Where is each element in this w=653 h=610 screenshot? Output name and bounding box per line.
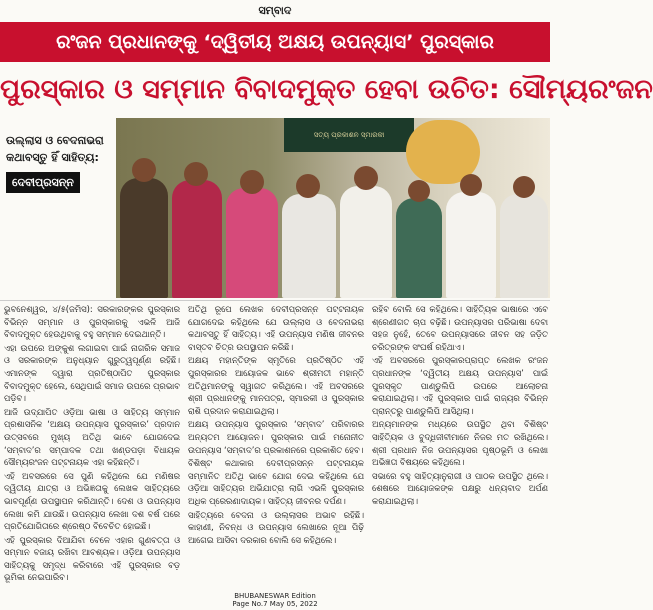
photo-person-head	[132, 158, 156, 182]
photo-person	[172, 180, 222, 298]
paragraph: ରହିବ ବୋଲି ସେ କହିଥିଲେ। ସାହିତ୍ୟିକ ଭାଷାରେ ଏବେ ଶ୍ରେଣୀଗତ ଚାପ ବଢ଼ିଛି। ଉପନ୍ୟାସର ପରିଭାଷା ଦେବା ସହଜ ନୁହେଁ, ତେବେ ଉପନ୍ୟାସରେ ଜୀବନ ସହ ଜଡ଼ିତ ଚରିତ୍ରଙ୍କ ସଂଘର୍ଷ ରହିଥାଏ।	[372, 304, 548, 352]
pullquote	[6, 132, 110, 292]
photo-person-head	[184, 162, 208, 186]
paragraph: ଅକ୍ଷୟ ମହାନ୍ତିଙ୍କ ସ୍ମୃତିରେ ପ୍ରତିଷ୍ଠିତ ଏହି ପୁରସ୍କାରର ଆୟୋଜକ ଭାବେ ଶ୍ରୀମତୀ ମହାନ୍ତି ଅତିଥିମାନଙ୍କୁ ସ୍ୱାଗତ କରିଥିଲେ। ଏହି ଅବସରରେ ଶ୍ରୀ ପ୍ରଧାନଙ୍କୁ ମାନପତ୍ର, ସ୍ମାରକୀ ଓ ପୁରସ୍କାର ରାଶି ପ୍ରଦାନ କରାଯାଇଥିଲା।	[188, 355, 364, 416]
paragraph: ଏହା ଉପରେ ଅଙ୍କୁଶ ଲଗାଇବା ପାଇଁ ନାଗରିକ ସମାଜ ଓ ସରକାରଙ୍କ ଅନୁଧ୍ୟାନ ଗୁରୁତ୍ୱପୂର୍ଣ୍ଣ ରହିଛି। ଏମାନଙ୍କ ଦ୍ୱାରା ପ୍ରତିଷ୍ଠାପିତ ପୁରସ୍କାର ବିବାଦମୁକ୍ତ ହେଲେ, ସେଥିପାଇଁ ସମାଜ ଉପରେ ପ୍ରଭାବ ପଡ଼ିବ।	[4, 342, 180, 404]
paragraph: ଏହି ପୁରସ୍କାର ଦିଆଯିବା ବେଳେ ଏହାର ଗୁଣବତ୍ତା ଓ ସମ୍ମାନ ବଜାୟ ରଖିବା ଆବଶ୍ୟକ। ଓଡ଼ିଆ ଉପନ୍ୟାସ ସାହିତ୍ୟକୁ ସମୃଦ୍ଧ କରିବାରେ ଏହି ପୁରସ୍କାର ବଡ଼ ଭୂମିକା ନେଇପାରିବ।	[4, 534, 180, 583]
photo-person-head	[513, 176, 535, 198]
photo-person-head	[460, 174, 482, 196]
article-column-2	[188, 303, 364, 589]
photo-person-head	[408, 180, 430, 202]
edition-label: BHUBANESWAR Edition	[234, 592, 316, 600]
paragraph: ବିଶିଷ୍ଟ କଥାକାର ଦେବୀପ୍ରସନ୍ନ ପଟ୍ଟନାୟକ ସମ୍ମାନିତ ଅତିଥି ଭାବେ ଯୋଗ ଦେଇ କହିଥିଲେ ଯେ ଓଡ଼ିଆ ସାହିତ୍ୟର ଅଭିଯାତ୍ରା ଲାଗି ଏଭଳି ପୁରସ୍କାର ଅଧିକ ପ୍ରେରଣାଦାୟକ। ସାହିତ୍ୟ ଜୀବନର ଦର୍ପଣ।	[188, 458, 364, 506]
photo-person-head	[240, 170, 264, 194]
photo-person	[446, 192, 496, 298]
photo-person	[226, 188, 278, 298]
article-column-1	[4, 303, 180, 589]
paragraph: ଏହି ଅବସରରେ ପୁରସ୍କାରପ୍ରାପ୍ତ ଲେଖକ ରଂଜନ ପ୍ରଧାନଙ୍କ ‘ଦ୍ୱିତୀୟ ଅକ୍ଷୟ ଉପନ୍ୟାସ’ ପାଇଁ ପୁରସ୍କୃତ ପାଣ୍ଡୁଲିପି ଉପରେ ଆଲୋଚନା କରାଯାଇଥିଲା। ଏହି ପୁରସ୍କାର ପାଇଁ ରାଜ୍ୟର ବିଭିନ୍ନ ପ୍ରାନ୍ତରୁ ପାଣ୍ଡୁଲିପି ଆସିଥିଲା।	[372, 355, 548, 416]
paragraph: ଆଜି ଉଦ୍‌ଯାପିତ ଓଡ଼ିଆ ଭାଷା ଓ ସାହିତ୍ୟ ସମ୍ମାନ ପ୍ରଶାସନିକ ‘ଅକ୍ଷୟ ଉପନ୍ୟାସ ପୁରସ୍କାର’ ପ୍ରଦାନ ଉତ୍ସବରେ ମୁଖ୍ୟ ଅତିଥି ଭାବେ ଯୋଗଦେଇ ‘ସମ୍ବାଦ’ର ସମ୍ପାଦକ ତଥା ଖଣ୍ଡପଡ଼ା ବିଧାୟକ ସୌମ୍ୟରଂଜନ ପଟ୍ଟନାୟକ ଏହା କହିଛନ୍ତି।	[4, 406, 180, 468]
paragraph: ଅକ୍ଷୟ ଉପନ୍ୟାସ ପୁରସ୍କାର ‘ସମ୍ବାଦ’ ପରିବାରର ଅନ୍ୟତମ ଆୟୋଜନ। ପୁରସ୍କାର ପାଇଁ ମନୋନୀତ ଉପନ୍ୟାସ ‘ସମ୍ବାଦ’ର ପ୍ରକାଶନରେ ପ୍ରକାଶିତ ହେବ।	[188, 419, 364, 455]
photo-person	[500, 194, 548, 298]
headline: ପୁରସ୍କାର ଓ ସମ୍ମାନ ବିବାଦମୁକ୍ତ ହେବା ଉଚିତ: ସୌମ୍ୟରଂଜନ	[0, 74, 653, 105]
paragraph: ଅତିଥି ରୂପେ ଲେଖକ ଦେବୀପ୍ରସନ୍ନ ପଟ୍ଟନାୟକ ଯୋଗଦେଇ କହିଥିଲେ ଯେ ଉଲ୍ଲାସ ଓ ବେଦନାଭରା କଥାବସ୍ତୁ ହିଁ ସାହିତ୍ୟ। ଏହି ଉପନ୍ୟାସ ମଣିଷ ଜୀବନର ବାସ୍ତବ ଚିତ୍ର ଉପସ୍ଥାପନ କରିଛି।	[188, 304, 364, 352]
paragraph: ସଭାରେ ବହୁ ସାହିତ୍ୟାନୁରାଗୀ ଓ ପାଠକ ଉପସ୍ଥିତ ଥିଲେ। ଶେଷରେ ଆୟୋଜକଙ୍କ ପକ୍ଷରୁ ଧନ୍ୟବାଦ ଅର୍ପଣ କରାଯାଇଥିଲା।	[372, 470, 548, 506]
article-body	[4, 303, 548, 589]
photo-banner: ସତ୍ୟ ପ୍ରକାଶନ ସ୍ମାରକୀ	[284, 118, 414, 152]
paragraph: ଏହି ଅବସରରେ ସେ ପୁଣି କହିଥିଲେ ଯେ ମଣିଷର ଦ୍ୱିତୀୟ ଯାତ୍ରା ଓ ଅଭିଜ୍ଞତାକୁ ଲେଖକ ସାହିତ୍ୟରେ ଭାବପୂର୍ଣ୍ଣ ଉପସ୍ଥାପନ କରିଥାନ୍ତି। ଦେଶ ଓ ଉପନ୍ୟାସ ଲେଖା କମି ଯାଉଛି। ଉପନ୍ୟାସ ଲେଖା ଦଶ ବର୍ଷ ପରେ ପ୍ରତିଯୋଗିତାରେ ଶ୍ରେଷ୍ଠ ବିବେଚିତ ହୋଇଛି।	[4, 470, 180, 532]
photo-divider	[0, 300, 550, 301]
paragraph: ଭୁବନେଶ୍ୱର, ୪/୫(ଜମିସ): ସରକାରଙ୍କର ପୁରସ୍କାର ବିଭିନ୍ନ ସମ୍ମାନ ଓ ପୁରସ୍କାରକୁ ଏଭଳି ଆଜି ବିବାଦମୁକ୍ତ ହେଉଥିବାକୁ ବହୁ ସମ୍ମାନ ଦେଇଥାନ୍ତି।	[4, 304, 180, 340]
pullquote-line: ଉଲ୍ଲାସ ଓ ବେଦନାଭରା	[6, 134, 104, 147]
pullquote-line: କଥାବସ୍ତୁ ହିଁ ସାହିତ୍ୟ:	[6, 151, 99, 164]
page-info: Page No.7 May 05, 2022	[232, 600, 318, 608]
paragraph: ସାହିତ୍ୟରେ ବେଦନା ଓ ଉଲ୍ଲାସର ଅଭାବ ରହିଛି। କାହାଣୀ, ନିବନ୍ଧ ଓ ଉପନ୍ୟାସ ଲେଖାରେ ନୂଆ ପିଢ଼ି ଆଗେଇ ଆସିବା ଦରକାର ବୋଲି ସେ କହିଥିଲେ।	[188, 509, 364, 545]
photo-person-head	[296, 174, 320, 198]
masthead: ସମ୍ବାଦ	[258, 4, 292, 17]
photo-person	[120, 178, 168, 298]
kicker-band: ରଂଜନ ପ୍ରଧାନଙ୍କୁ ‘ଦ୍ୱିତୀୟ ଅକ୍ଷୟ ଉପନ୍ୟାସ’ ପୁରସ୍କାର	[0, 22, 550, 62]
photo-person	[340, 186, 392, 298]
paragraph: ଅନ୍ୟମାନଙ୍କ ମଧ୍ୟରେ ଉପସ୍ଥିତ ଥିବା ବିଶିଷ୍ଟ ସାହିତ୍ୟିକ ଓ ବୁଦ୍ଧିଜୀବୀମାନେ ନିଜର ମତ ରଖିଥିଲେ। ଶ୍ରୀ ପ୍ରଧାନ ନିଜ ଉପନ୍ୟାସର ପୃଷ୍ଠଭୂମି ଓ ଲେଖା ଅଭିଜ୍ଞତା ବିଷୟରେ କହିଥିଲେ।	[372, 419, 548, 468]
photo-person-head	[354, 166, 378, 190]
page-footer	[0, 592, 550, 610]
photo-person	[396, 198, 442, 298]
photo-person	[282, 194, 336, 298]
pullquote-author: ଦେବୀପ୍ରସନ୍ନ	[6, 172, 80, 193]
article-column-3	[372, 303, 548, 589]
event-photo	[116, 118, 550, 298]
